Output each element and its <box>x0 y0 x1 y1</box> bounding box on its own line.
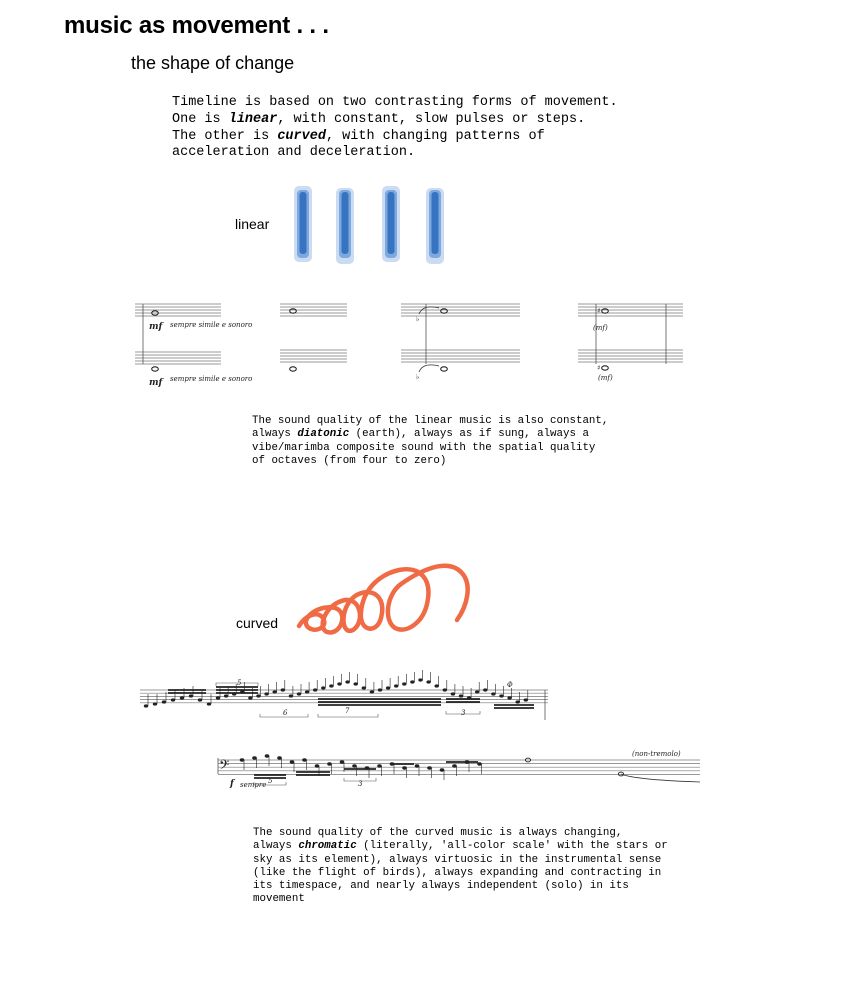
note <box>354 682 358 685</box>
caption-line: The sound quality of the curved music is always changing, <box>253 827 623 839</box>
note <box>459 694 463 697</box>
note <box>378 688 382 691</box>
note <box>362 686 366 689</box>
page-title: music as movement . . . <box>64 12 329 39</box>
linear-label: linear <box>235 216 270 232</box>
note <box>427 766 432 769</box>
note <box>207 702 211 705</box>
tuplet-number: 6 <box>283 709 288 717</box>
svg-text:♯: ♯ <box>597 307 601 315</box>
note <box>144 704 148 707</box>
dynamic-marking: (mf) <box>593 324 608 332</box>
note <box>426 680 430 683</box>
curved-score-excerpt-1 <box>138 678 550 726</box>
note <box>297 692 301 695</box>
note <box>340 760 345 763</box>
caption-line: its timespace, and nearly always independent (solo) in its <box>253 880 629 893</box>
note <box>281 688 285 691</box>
note <box>289 694 293 697</box>
linear-stroke <box>294 186 312 262</box>
caption-line: always chromatic (literally, 'all-color scale' with the stars or <box>253 840 668 853</box>
linear-stroke <box>426 188 444 264</box>
curved-spiral-illustration <box>295 548 480 643</box>
linear-stroke <box>382 186 400 262</box>
note <box>451 692 455 695</box>
caption-line: (like the flight of birds), always expanding and contracting in <box>253 866 662 879</box>
note <box>327 762 332 765</box>
performance-marking: sempre simile e sonoro <box>170 375 253 383</box>
intro-line-4: acceleration and deceleration. <box>172 145 416 161</box>
intro-line-1: Timeline is based on two contrasting forms of movement. <box>172 95 618 110</box>
tuplet-number: 7 <box>345 707 350 715</box>
note <box>315 764 320 767</box>
curved-emphasis: curved <box>277 128 326 144</box>
note <box>265 754 270 757</box>
note <box>475 690 479 693</box>
whole-note <box>441 309 448 313</box>
whole-note <box>602 366 609 370</box>
note <box>256 694 260 697</box>
note <box>410 680 414 683</box>
performance-marking: sempre simile e sonoro <box>170 321 253 329</box>
dynamic-text: sempre <box>240 781 267 789</box>
note <box>507 696 511 699</box>
page-subtitle: the shape of change <box>131 53 295 73</box>
note <box>189 694 193 697</box>
dynamic-marking: f <box>230 779 234 789</box>
svg-text:♭: ♭ <box>416 373 420 381</box>
curved-caption <box>253 827 668 907</box>
svg-text:♭: ♭ <box>416 315 420 323</box>
caption-line: sky as its element), always virtuosic in the instrumental sense <box>253 853 662 866</box>
non-tremolo-marking: (non-tremolo) <box>632 750 681 758</box>
fermata-mark: Φ <box>507 681 513 689</box>
note <box>180 696 184 699</box>
svg-text:♯: ♯ <box>597 364 601 372</box>
note <box>198 698 202 701</box>
note <box>483 688 487 691</box>
chromatic-emphasis: chromatic <box>298 840 357 853</box>
note <box>516 700 520 703</box>
note <box>418 678 422 681</box>
svg-text:𝄢: 𝄢 <box>219 757 230 776</box>
note <box>277 756 282 759</box>
linear-stroke <box>336 188 354 264</box>
whole-note <box>602 309 609 313</box>
note <box>345 680 349 683</box>
intro-line-2: One is linear, with constant, slow pulses or steps. <box>172 111 586 127</box>
caption-line: movement <box>253 893 305 906</box>
note <box>153 702 157 705</box>
note <box>273 690 277 693</box>
dynamic-marking: mf <box>149 322 163 332</box>
caption-line: of octaves (from four to zero) <box>252 454 447 467</box>
note <box>305 690 309 693</box>
note <box>402 682 406 685</box>
note <box>302 758 307 761</box>
note <box>440 768 445 771</box>
caption-line: The sound quality of the linear music is also constant, <box>252 415 609 427</box>
tuplet-number: 3 <box>461 709 466 717</box>
note <box>321 686 325 689</box>
whole-note <box>152 367 159 371</box>
note <box>402 766 407 769</box>
note <box>415 764 420 767</box>
note <box>216 696 220 699</box>
dynamic-marking: mf <box>149 378 163 388</box>
note <box>452 764 457 767</box>
whole-note <box>290 367 297 371</box>
intro-paragraph <box>172 95 618 162</box>
caption-line: always diatonic (earth), always as if sung, always a <box>252 428 589 441</box>
tuplet-number: 5 <box>237 679 242 687</box>
note <box>329 684 333 687</box>
note <box>248 696 252 699</box>
note <box>352 764 357 767</box>
linear-emphasis: linear <box>228 111 278 127</box>
diatonic-emphasis: diatonic <box>297 428 350 441</box>
note <box>313 688 317 691</box>
note <box>162 700 166 703</box>
tuplet-number: 3 <box>358 780 363 788</box>
note <box>370 690 374 693</box>
note <box>524 698 528 701</box>
note <box>435 684 439 687</box>
note <box>290 760 295 763</box>
note <box>443 688 447 691</box>
intro-line-3: The other is curved, with changing patterns of <box>172 128 545 144</box>
note <box>240 758 245 761</box>
note <box>224 694 228 697</box>
note <box>386 686 390 689</box>
tuplet-number: 5 <box>268 777 273 785</box>
curved-score-excerpt-2 <box>216 748 700 794</box>
note <box>337 682 341 685</box>
note <box>264 692 268 695</box>
linear-strokes-illustration <box>285 180 455 270</box>
linear-caption <box>252 415 608 468</box>
caption-line: vibe/marimba composite sound with the spatial quality <box>252 441 596 454</box>
whole-note <box>441 367 448 371</box>
whole-note <box>290 309 297 313</box>
curved-label: curved <box>236 615 279 631</box>
note <box>491 692 495 695</box>
note <box>499 694 503 697</box>
note <box>171 698 175 701</box>
note <box>252 756 257 759</box>
note <box>394 684 398 687</box>
note <box>377 764 382 767</box>
linear-score-excerpt <box>133 296 693 396</box>
dynamic-marking: (mf) <box>598 374 613 382</box>
